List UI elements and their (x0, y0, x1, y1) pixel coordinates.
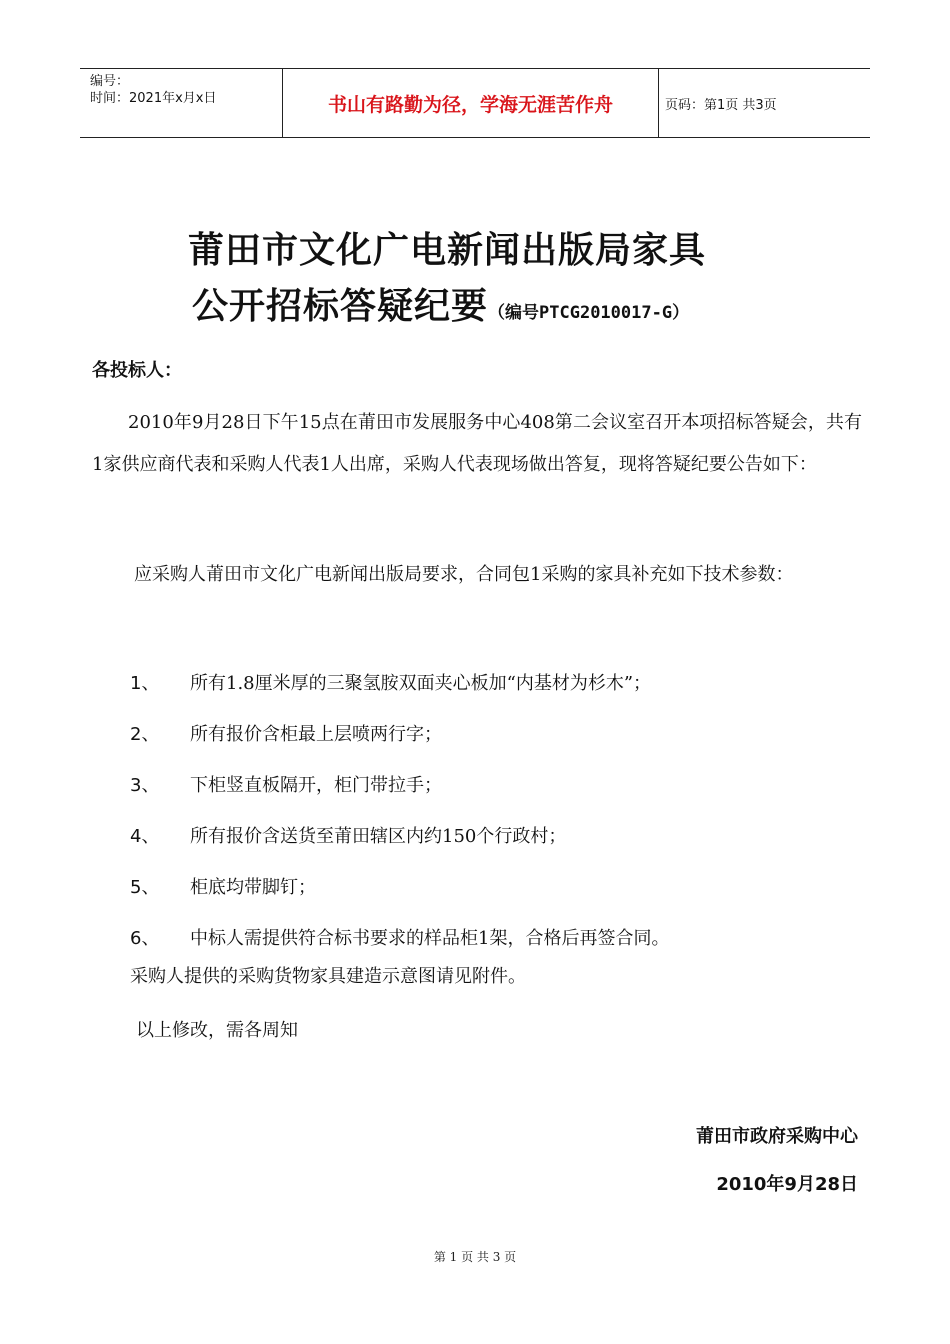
list-item-text: 所有报价含送货至莆田辖区内约150个行政村； (190, 825, 567, 847)
list-item-number: 6、 (130, 927, 160, 949)
list-item-text: 柜底均带脚钉； (190, 876, 316, 898)
list-item (130, 707, 870, 758)
list-item (130, 656, 870, 707)
document-title-main: 公开招标答疑纪要 (192, 286, 489, 327)
list-item-number: 2、 (130, 723, 160, 745)
header-meta-cell (80, 69, 282, 137)
requirement-list (130, 656, 870, 962)
header-table (80, 68, 870, 138)
document-title-line2 (192, 278, 689, 329)
closing-note: 以上修改，需各周知 (136, 1020, 298, 1041)
list-item-text: 所有1.8厘米厚的三聚氢胺双面夹心板加“内基材为杉木”； (190, 672, 652, 694)
list-item (130, 911, 870, 962)
list-item-text: 中标人需提供符合标书要求的样品柜1架，合格后再签合同。 (190, 927, 670, 949)
list-item (130, 809, 870, 860)
list-item (130, 758, 870, 809)
page-footer: 第 1 页 共 3 页 (433, 1250, 517, 1264)
list-item (130, 860, 870, 911)
intro-paragraph: 2010年9月28日下午15点在莆田市发展服务中心408第二会议室召开本项招标答疑会，共有1家供应商代表和采购人代表1人出席，采购人代表现场做出答复，现将答疑纪要公告如下： (92, 412, 862, 475)
list-item-number: 5、 (130, 876, 160, 898)
document-title-code: （编号PTCG2010017-G） (488, 303, 690, 323)
number-label: 编号： (90, 74, 130, 89)
signature-organization: 莆田市政府采购中心 (696, 1126, 858, 1147)
time-label: 时间：2021年x月x日 (90, 91, 217, 106)
salutation: 各投标人： (92, 360, 182, 381)
list-item-text: 下柜竖直板隔开，柜门带拉手； (190, 774, 442, 796)
list-item-number: 1、 (130, 672, 160, 694)
header-page-code: 页码：第1页 共3页 (665, 97, 777, 113)
document-title-line1: 莆田市文化广电新闻出版局家具 (188, 230, 707, 271)
requirement-paragraph: 应采购人莆田市文化广电新闻出版局要求，合同包1采购的家具补充如下技术参数： (134, 564, 794, 585)
signature-date: 2010年9月28日 (716, 1174, 858, 1195)
header-motto: 书山有路勤为径，学海无涯苦作舟 (282, 69, 659, 137)
list-item-number: 3、 (130, 774, 160, 796)
list-item-text: 所有报价含柜最上层喷两行字； (190, 723, 442, 745)
list-item-number: 4、 (130, 825, 160, 847)
attachment-note: 采购人提供的采购货物家具建造示意图请见附件。 (130, 966, 526, 987)
